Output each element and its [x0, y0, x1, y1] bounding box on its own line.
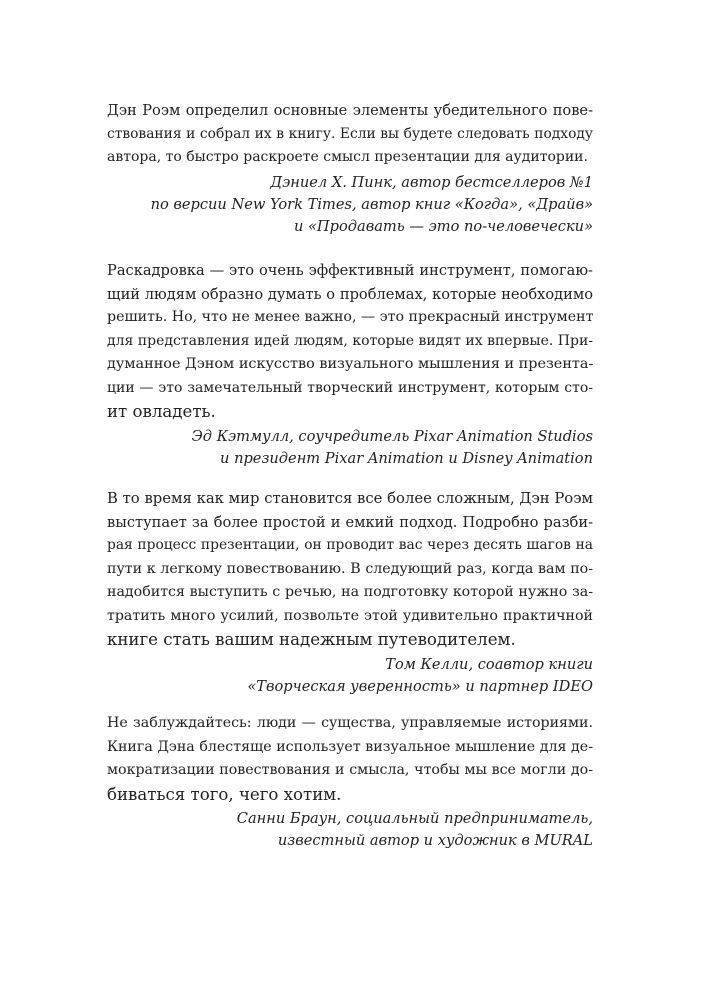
attribution-line: Дэниел Х. Пинк, автор бестселлеров №1 — [270, 173, 593, 191]
testimonial-catmull — [107, 259, 593, 470]
attribution-line: и «Продавать — это по-человечески» — [293, 217, 593, 235]
quote-line: выступает за более простой и емкий подход. Подробно разби- — [107, 513, 593, 531]
attribution-line: по версии New York Times, автор книг «Когда», «Драйв» — [150, 195, 593, 213]
quote-line: рая процесс презентации, он проводит вас через десять шагов на — [107, 537, 593, 553]
quote-line: думанное Дэном искусство визуального мышления и презента- — [107, 356, 594, 372]
quote-line: автора, то быстро раскроете смысл презентации для аудитории. — [107, 149, 588, 165]
attribution-line: Санни Браун, социальный предприниматель, — [236, 810, 593, 827]
attribution — [107, 654, 593, 698]
testimonial-kelley — [107, 487, 593, 698]
quote-line: Раскадровка — это очень эффективный инструмент, помогаю- — [107, 262, 593, 279]
attribution-line: Том Келли, соавтор книги — [385, 655, 593, 673]
quote-line: Дэн Роэм определил основные элементы убедительного пове- — [107, 102, 593, 119]
quote-line: ствования и собрал их в книгу. Если вы будете следовать подходу — [107, 125, 593, 142]
quote-line: биваться того, чего хотим. — [107, 784, 342, 804]
quote-line: книге стать вашим надежным путеводителем. — [107, 630, 516, 649]
quote-line: для представления идей людям, которые видят их впервые. При- — [107, 332, 593, 349]
quote-line: ции — это замечательный творческий инструмент, которым сто- — [107, 379, 593, 396]
attribution — [107, 426, 593, 470]
attribution-line: Эд Кэтмулл, соучредитель Pixar Animation Studios — [191, 427, 593, 445]
attribution-line: «Творческая уверенность» и партнер IDEO — [247, 677, 593, 695]
quote-line: надобится выступить с речью, на подготовку которой нужно за- — [107, 584, 593, 600]
attribution — [107, 808, 593, 852]
quote-line: решить. Но, что не менее важно, — это прекрасный инструмент — [107, 309, 594, 325]
attribution — [107, 172, 593, 238]
quote-line: Не заблуждайтесь: люди — существа, управляемые историями. — [107, 715, 593, 731]
attribution-line: и президент Pixar Animation и Disney Animation — [220, 449, 593, 467]
quote-line: ит овладеть. — [107, 402, 216, 421]
quote-line: мократизации повествования и смысла, чтобы мы все могли до- — [107, 762, 593, 778]
quote-line: пути к легкому повествованию. В следующий раз, когда вам по- — [107, 560, 593, 577]
testimonial-pink — [107, 99, 593, 238]
attribution-line: известный автор и художник в MURAL — [277, 832, 593, 849]
testimonial-brown — [107, 712, 593, 852]
quote-line: тратить много усилий, позвольте этой удивительно практичной — [107, 607, 593, 624]
quote-line: щий людям образно думать о проблемах, которые необходимо — [107, 285, 593, 303]
quote-line: В то время как мир становится все более сложным, Дэн Роэм — [107, 490, 593, 507]
quote-line: Книга Дэна блестяще использует визуальное мышление для де- — [107, 738, 593, 755]
